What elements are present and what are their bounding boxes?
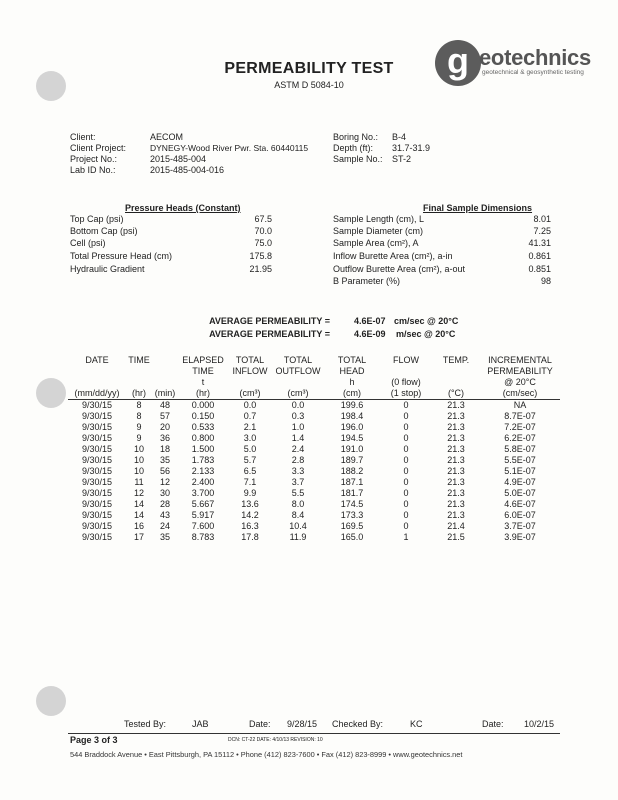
table-cell: 9/30/15 <box>81 532 113 542</box>
table-row <box>68 455 560 466</box>
table-cell: 0 <box>403 455 409 465</box>
table-cell: 187.1 <box>340 477 364 487</box>
logo-name: eotechnics <box>479 45 591 70</box>
table-cell: 4.9E-07 <box>504 477 536 487</box>
table-cell: 16 <box>133 521 144 531</box>
table-cell: 5.8E-07 <box>504 444 536 454</box>
table-cell: NA <box>513 400 527 410</box>
table-cell: 7.1 <box>243 477 257 487</box>
table-cell: 8.4 <box>291 510 305 520</box>
table-cell: 5.5 <box>291 488 305 498</box>
table-cell: 12 <box>159 477 170 487</box>
table-cell: 9/30/15 <box>81 477 113 487</box>
checked-date-label: Date: <box>482 719 504 729</box>
lab-id-value: 2015-485-004-016 <box>150 165 225 175</box>
pressure-label: Hydraulic Gradient <box>70 264 145 274</box>
document-control: DCN: CT-22 DATE: 4/10/13 REVISION: 10 <box>228 737 323 743</box>
dimension-value: 8.01 <box>533 214 551 224</box>
table-cell: 4.6E-07 <box>504 499 536 509</box>
table-cell: 3.7E-07 <box>504 521 536 531</box>
dimension-value: 7.25 <box>533 226 551 236</box>
dimension-label: Sample Area (cm²), A <box>333 238 419 248</box>
table-cell: 1.783 <box>191 455 215 465</box>
checked-by-label: Checked By: <box>332 719 384 729</box>
column-header: TEMP. <box>442 355 470 365</box>
table-cell: 9/30/15 <box>81 521 113 531</box>
table-row <box>68 400 560 412</box>
table-cell: 10.4 <box>289 521 307 531</box>
column-header <box>380 366 432 377</box>
table-cell: 198.4 <box>340 411 364 421</box>
table-cell: 174.5 <box>340 499 364 509</box>
column-header: TOTAL <box>283 355 313 365</box>
table-cell: 24 <box>159 521 170 531</box>
table-row <box>68 433 560 444</box>
column-header <box>432 366 480 377</box>
table-cell: 21.4 <box>447 521 465 531</box>
column-header: (°C) <box>432 388 480 400</box>
table-cell: 14.2 <box>241 510 259 520</box>
table-cell: 21.3 <box>447 488 465 498</box>
table-cell: 11.9 <box>289 532 307 542</box>
dimension-label: B Parameter (%) <box>333 276 401 286</box>
table-cell: 9/30/15 <box>81 422 113 432</box>
table-row <box>68 521 560 532</box>
table-cell: 0 <box>403 488 409 498</box>
table-cell: 9/30/15 <box>81 400 113 410</box>
table-cell: 0 <box>403 422 409 432</box>
table-header <box>68 355 560 400</box>
column-header <box>152 355 178 366</box>
table-cell: 5.917 <box>191 510 215 520</box>
column-header: TOTAL <box>337 355 367 365</box>
table-cell: 165.0 <box>340 532 364 542</box>
table-cell: 12 <box>133 488 144 498</box>
column-header <box>68 366 126 377</box>
table-cell: 199.6 <box>340 400 364 410</box>
logo-tagline: geotechnical & geosynthetic testing <box>482 69 584 76</box>
test-standard: ASTM D 5084-10 <box>274 80 344 90</box>
table-cell: 28 <box>159 499 170 509</box>
table-cell: 21.3 <box>447 422 465 432</box>
table-cell: 9/30/15 <box>81 433 113 443</box>
table-cell: 14 <box>133 499 144 509</box>
tested-date-label: Date: <box>249 719 271 729</box>
column-header: HEAD <box>339 366 365 376</box>
table-cell: 5.0 <box>243 444 257 454</box>
column-header: (cm/sec) <box>480 388 560 400</box>
table-cell: 14 <box>133 510 144 520</box>
table-row <box>68 422 560 433</box>
table-cell: 9.9 <box>243 488 257 498</box>
table-cell: 0.7 <box>243 411 257 421</box>
dimension-value: 41.31 <box>528 238 551 248</box>
table-cell: 0 <box>403 499 409 509</box>
table-cell: 2.1 <box>243 422 257 432</box>
table-cell: 2.133 <box>191 466 215 476</box>
table-cell: 6.5 <box>243 466 257 476</box>
company-logo <box>435 40 591 100</box>
table-cell: 21.3 <box>447 400 465 410</box>
table-cell: 9 <box>136 433 142 443</box>
lab-id-label: Lab ID No.: <box>70 165 116 175</box>
avg-permeability-label: AVERAGE PERMEABILITY = <box>209 329 330 339</box>
table-cell: 13.6 <box>241 499 259 509</box>
table-cell: 2.4 <box>291 444 305 454</box>
sample-label: Sample No.: <box>333 154 383 164</box>
table-cell: 188.2 <box>340 466 364 476</box>
table-cell: 3.700 <box>191 488 215 498</box>
table-cell: 10 <box>133 466 144 476</box>
boring-value: B-4 <box>392 132 407 142</box>
column-header: h <box>349 377 355 387</box>
table-row <box>68 510 560 521</box>
table-cell: 10 <box>133 444 144 454</box>
table-cell: 35 <box>159 455 170 465</box>
table-cell: 1 <box>403 532 409 542</box>
table-cell: 17 <box>133 532 144 542</box>
client-label: Client: <box>70 132 96 142</box>
dimension-label: Sample Diameter (cm) <box>333 226 424 236</box>
table-cell: 196.0 <box>340 422 364 432</box>
column-header: TOTAL <box>235 355 265 365</box>
project-value: DYNEGY-Wood River Pwr. Sta. 60440115 <box>150 143 309 153</box>
column-header: @ 20°C <box>504 377 536 387</box>
header-row <box>68 366 560 377</box>
table-cell: 0.0 <box>291 400 305 410</box>
table-cell: 3.7 <box>291 477 305 487</box>
column-header: (0 flow) <box>391 377 421 387</box>
column-header: OUTFLOW <box>275 366 321 376</box>
table-cell: 7.600 <box>191 521 215 531</box>
column-header: (1 stop) <box>380 388 432 400</box>
table-cell: 0.150 <box>191 411 215 421</box>
checked-date-value: 10/2/15 <box>524 719 555 729</box>
table-cell: 57 <box>159 411 170 421</box>
pressure-label: Bottom Cap (psi) <box>70 226 138 236</box>
column-header: FLOW <box>393 355 419 365</box>
pressure-value: 75.0 <box>254 238 272 248</box>
depth-label: Depth (ft): <box>333 143 374 153</box>
dimension-value: 0.861 <box>528 251 551 261</box>
table-cell: 0.800 <box>191 433 215 443</box>
tested-date-value: 9/28/15 <box>287 719 318 729</box>
table-cell: 48 <box>159 400 170 410</box>
table-cell: 18 <box>159 444 170 454</box>
pressure-value: 175.8 <box>249 251 272 261</box>
column-header: DATE <box>85 355 109 365</box>
table-cell: 6.0E-07 <box>504 510 536 520</box>
dimension-label: Outflow Burette Area (cm²), a-out <box>333 264 466 274</box>
table-cell: 0 <box>403 444 409 454</box>
column-header: (cm³) <box>272 388 324 400</box>
table-cell: 2.8 <box>291 455 305 465</box>
table-cell: 7.2E-07 <box>504 422 536 432</box>
table-cell: 36 <box>159 433 170 443</box>
column-header <box>272 377 324 388</box>
pressure-label: Cell (psi) <box>70 238 106 248</box>
table-cell: 9/30/15 <box>81 444 113 454</box>
table-cell: 8 <box>136 400 142 410</box>
client-value: AECOM <box>150 132 184 142</box>
pressure-label: Top Cap (psi) <box>70 214 124 224</box>
column-header: ELAPSED <box>182 355 224 365</box>
table-cell: 8 <box>136 411 142 421</box>
company-address: 544 Braddock Avenue • East Pittsburgh, PA 15112 • Phone (412) 823-7600 • Fax (412) 823-8999 • www.geotechnics.net <box>70 750 463 759</box>
column-header <box>126 377 152 388</box>
table-cell: 21.3 <box>447 444 465 454</box>
table-cell: 5.1E-07 <box>504 466 536 476</box>
logo-mark: g <box>435 40 481 86</box>
dimension-value: 0.851 <box>528 264 551 274</box>
tested-by-label: Tested By: <box>124 719 167 729</box>
depth-value: 31.7-31.9 <box>392 143 431 153</box>
table-cell: 194.5 <box>340 433 364 443</box>
table-row <box>68 499 560 510</box>
table-cell: 11 <box>134 477 144 487</box>
table-cell: 0.533 <box>191 422 215 432</box>
column-header: INCREMENTAL <box>488 355 552 365</box>
table-cell: 0 <box>403 411 409 421</box>
column-header <box>68 377 126 388</box>
table-cell: 0 <box>403 510 409 520</box>
table-row <box>68 411 560 422</box>
table-cell: 8.7E-07 <box>504 411 536 421</box>
column-header <box>152 366 178 377</box>
column-header <box>126 366 152 377</box>
project-no-value: 2015-485-004 <box>150 154 207 164</box>
table-cell: 1.500 <box>191 444 215 454</box>
page-number: Page 3 of 3 <box>70 735 118 745</box>
table-cell: 16.3 <box>241 521 259 531</box>
column-header: t <box>201 377 205 387</box>
table-cell: 189.7 <box>340 455 364 465</box>
column-header: TIME <box>192 366 214 376</box>
table-cell: 21.3 <box>447 411 465 421</box>
column-header: (hr) <box>126 388 152 400</box>
table-cell: 8.783 <box>191 532 215 542</box>
table-cell: 9/30/15 <box>81 466 113 476</box>
column-header: INFLOW <box>232 366 268 376</box>
table-cell: 10 <box>133 455 144 465</box>
dimension-label: Inflow Burette Area (cm²), a-in <box>333 251 453 261</box>
pressure-label: Total Pressure Head (cm) <box>70 251 173 261</box>
pressure-heading: Pressure Heads (Constant) <box>125 203 241 213</box>
project-no-label: Project No.: <box>70 154 118 164</box>
header-row <box>68 388 560 400</box>
tested-by-value: JAB <box>192 719 209 729</box>
header-row <box>68 377 560 388</box>
table-cell: 21.3 <box>447 466 465 476</box>
column-header <box>152 377 178 388</box>
table-cell: 5.7 <box>243 455 257 465</box>
table-cell: 3.3 <box>291 466 305 476</box>
table-cell: 17.8 <box>241 532 259 542</box>
column-header: (cm³) <box>228 388 272 400</box>
table-cell: 3.9E-07 <box>504 532 536 542</box>
table-cell: 43 <box>159 510 170 520</box>
project-label: Client Project: <box>70 143 127 153</box>
table-cell: 5.5E-07 <box>504 455 536 465</box>
dimensions-heading: Final Sample Dimensions <box>423 203 533 213</box>
avg-permeability-value: 4.6E-09 <box>354 329 386 339</box>
table-cell: 9/30/15 <box>81 455 113 465</box>
table-cell: 20 <box>159 422 170 432</box>
readings-table <box>68 355 560 543</box>
column-header <box>228 377 272 388</box>
table-cell: 173.3 <box>340 510 364 520</box>
page-title: PERMEABILITY TEST <box>224 60 394 77</box>
table-cell: 1.0 <box>291 422 305 432</box>
table-cell: 21.3 <box>447 455 465 465</box>
table-cell: 191.0 <box>340 444 364 454</box>
table-cell: 0 <box>403 521 409 531</box>
table-row <box>68 488 560 499</box>
table-cell: 9/30/15 <box>81 488 113 498</box>
table-cell: 5.0E-07 <box>504 488 536 498</box>
table-cell: 5.667 <box>191 499 215 509</box>
avg-permeability-value: 4.6E-07 <box>354 316 386 326</box>
header-row <box>68 355 560 366</box>
table-cell: 8.0 <box>291 499 305 509</box>
table-cell: 169.5 <box>340 521 364 531</box>
table-cell: 0 <box>403 477 409 487</box>
table-row <box>68 466 560 477</box>
table-cell: 0 <box>403 466 409 476</box>
table-cell: 6.2E-07 <box>504 433 536 443</box>
table-cell: 21.3 <box>447 433 465 443</box>
pressure-value: 21.95 <box>249 264 272 274</box>
table-cell: 21.5 <box>447 532 465 542</box>
pressure-value: 70.0 <box>254 226 272 236</box>
table-row <box>68 477 560 488</box>
table-cell: 0 <box>403 433 409 443</box>
table-cell: 0.3 <box>291 411 305 421</box>
table-cell: 30 <box>159 488 170 498</box>
sample-value: ST-2 <box>392 154 412 164</box>
table-cell: 9/30/15 <box>81 510 113 520</box>
table-cell: 1.4 <box>291 433 305 443</box>
dimension-value: 98 <box>540 276 551 286</box>
table-cell: 56 <box>159 466 170 476</box>
dimension-label: Sample Length (cm), L <box>333 214 425 224</box>
table-row <box>68 532 560 543</box>
column-header <box>432 377 480 388</box>
table-cell: 0 <box>403 400 409 410</box>
column-header: TIME <box>128 355 150 365</box>
table-cell: 9 <box>136 422 142 432</box>
table-cell: 35 <box>159 532 170 542</box>
column-header: PERMEABILITY <box>487 366 553 376</box>
table-cell: 9/30/15 <box>81 499 113 509</box>
column-header: (hr) <box>178 388 228 400</box>
binder-hole <box>36 686 66 716</box>
table-cell: 21.3 <box>447 477 465 487</box>
avg-permeability-unit: m/sec @ 20°C <box>396 329 456 339</box>
footer-rule <box>68 733 560 734</box>
avg-permeability-unit: cm/sec @ 20°C <box>394 316 459 326</box>
column-header: (cm) <box>324 388 380 400</box>
table-row <box>68 444 560 455</box>
avg-permeability-label: AVERAGE PERMEABILITY = <box>209 316 330 326</box>
binder-hole <box>36 378 66 408</box>
table-cell: 21.3 <box>447 499 465 509</box>
table-body <box>68 400 560 544</box>
checked-by-value: KC <box>410 719 423 729</box>
table-cell: 9/30/15 <box>81 411 113 421</box>
table-cell: 0.0 <box>243 400 257 410</box>
column-header: (mm/dd/yy) <box>68 388 126 400</box>
table-cell: 21.3 <box>447 510 465 520</box>
pressure-value: 67.5 <box>254 214 272 224</box>
table-cell: 181.7 <box>340 488 364 498</box>
table-cell: 2.400 <box>191 477 215 487</box>
table-cell: 3.0 <box>243 433 257 443</box>
boring-label: Boring No.: <box>333 132 379 142</box>
table-cell: 0.000 <box>191 400 215 410</box>
column-header: (min) <box>152 388 178 400</box>
